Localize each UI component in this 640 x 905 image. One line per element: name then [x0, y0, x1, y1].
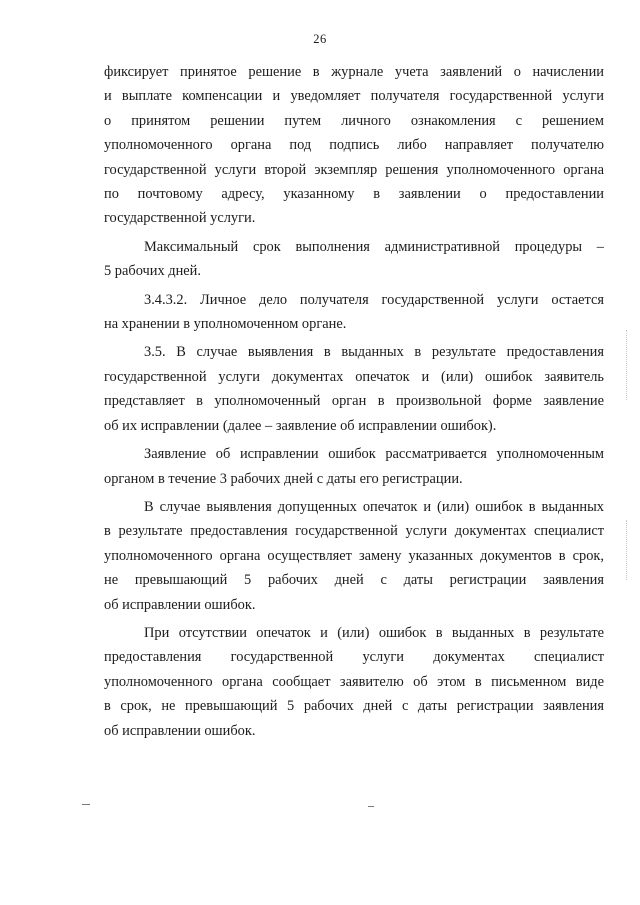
scan-mark-left — [82, 804, 90, 805]
text-line: В случае выявления допущенных опечаток и (или) ошибок в выданных — [144, 498, 604, 515]
scan-edge-dots — [626, 520, 628, 580]
text-line: предоставления государственной услуги документах специалист — [104, 649, 604, 666]
document-body — [104, 60, 604, 743]
text-line: Заявление об исправлении ошибок рассматривается уполномоченным — [144, 446, 604, 463]
text-line: по почтовому адресу, указанному в заявлении о предоставлении — [104, 186, 604, 203]
text-line: не превышающий 5 рабочих дней с даты регистрации заявления — [104, 572, 604, 589]
scan-edge-dots — [626, 330, 628, 400]
scan-mark-center — [368, 806, 374, 807]
text-line: об исправлении ошибок. — [104, 722, 256, 739]
text-line: При отсутствии опечаток и (или) ошибок в выданных в результате — [144, 624, 604, 641]
paragraph — [104, 621, 604, 743]
text-line: на хранении в уполномоченном органе. — [104, 316, 347, 333]
text-line: в срок, не превышающий 5 рабочих дней с даты регистрации заявления — [104, 698, 604, 715]
text-line: представляет в уполномоченный орган в произвольной форме заявление — [104, 393, 604, 410]
text-line: уполномоченного органа осуществляет замену указанных документов в срок, — [104, 547, 604, 564]
text-line: в результате предоставления государственной услуги документах специалист — [104, 523, 604, 540]
text-line: 3.4.3.2. Личное дело получателя государственной услуги остается — [144, 291, 604, 308]
text-line: уполномоченного органа сообщает заявителю об этом в письменном виде — [104, 673, 604, 690]
text-line: 3.5. В случае выявления в выданных в результате предоставления — [144, 344, 604, 361]
paragraph — [104, 340, 604, 438]
paragraph — [104, 495, 604, 617]
text-line: Максимальный срок выполнения административной процедуры – — [144, 238, 604, 255]
text-line: государственной услуги. — [104, 210, 256, 227]
text-line: 5 рабочих дней. — [104, 263, 201, 280]
paragraph — [104, 235, 604, 284]
text-line: государственной услуги документах опечаток и (или) ошибок заявитель — [104, 368, 604, 385]
text-line: органом в течение 3 рабочих дней с даты его регистрации. — [104, 470, 463, 487]
paragraph — [104, 60, 604, 231]
paragraph — [104, 442, 604, 491]
text-line: об их исправлении (далее – заявление об исправлении ошибок). — [104, 417, 497, 434]
text-line: уполномоченного органа под подпись либо направляет получателю — [104, 137, 604, 154]
page-number: 26 — [313, 32, 327, 46]
text-line: государственной услуги второй экземпляр решения уполномоченного органа — [104, 161, 604, 178]
text-line: и выплате компенсации и уведомляет получателя государственной услуги — [104, 88, 604, 105]
text-line: о принятом решении путем личного ознакомления с решением — [104, 112, 604, 129]
text-line: фиксирует принятое решение в журнале учета заявлений о начислении — [104, 64, 604, 80]
text-line: об исправлении ошибок. — [104, 596, 256, 613]
paragraph — [104, 288, 604, 337]
